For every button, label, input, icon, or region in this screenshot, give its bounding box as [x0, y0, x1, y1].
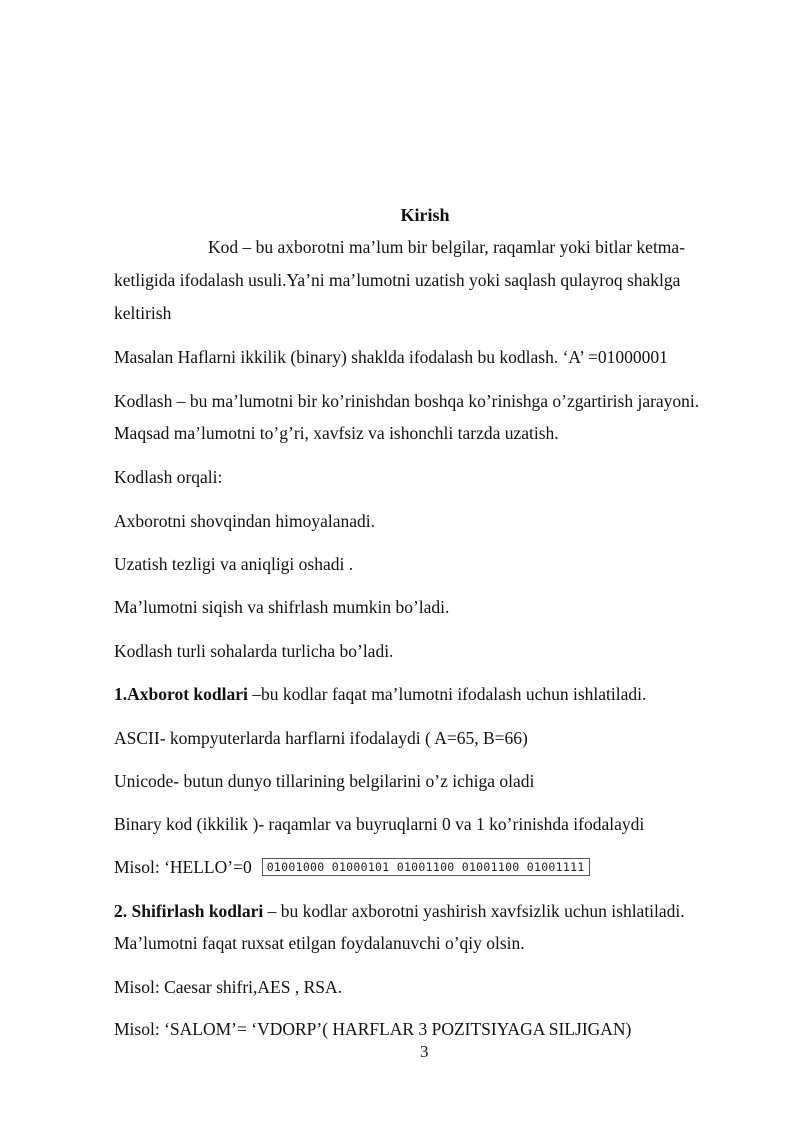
- section-2-line-2: Ma’lumotni faqat ruxsat etilgan foydalanuvchi o’qiy olsin.: [114, 933, 525, 953]
- fields-intro: Kodlash turli sohalarda turlicha bo’ladi.: [114, 641, 394, 661]
- code-item-ascii: ASCII- kompyuterlarda harflarni ifodalaydi ( A=65, B=66): [114, 728, 528, 748]
- benefit-item: Ma’lumotni siqish va shifrlash mumkin bo’ladi.: [114, 597, 450, 617]
- section-1-heading: Axborot kodlari: [127, 684, 248, 704]
- section-1-number: 1.: [114, 684, 128, 704]
- benefit-item: Uzatish tezligi va aniqligi oshadi .: [114, 554, 354, 574]
- section-1-text: –bu kodlar faqat ma’lumotni ifodalash uchun ishlatiladi.: [247, 684, 647, 704]
- section-1: [114, 683, 646, 705]
- misol-hello-label: Misol: ‘HELLO’=0: [114, 857, 252, 877]
- definition-line-1: Kodlash – bu ma’lumotni bir ko’rinishdan boshqa ko’rinishga o’zgartirish jarayoni.: [114, 391, 700, 411]
- section-2-text: – bu kodlar axborotni yashirish xavfsizlik uchun ishlatiladi.: [263, 901, 685, 921]
- intro-line-2: ketligida ifodalash usuli.Ya’ni ma’lumotni uzatish yoki saqlash qulayroq shaklga: [114, 270, 681, 290]
- section-2: [114, 900, 685, 922]
- benefit-item: Axborotni shovqindan himoyalanadi.: [114, 511, 376, 531]
- misol-hello: [114, 856, 590, 878]
- intro-line-3: keltirish: [114, 303, 172, 323]
- section-2-heading: 2. Shifirlash kodlari: [114, 901, 264, 921]
- misol-caesar: Misol: Caesar shifri,AES , RSA.: [114, 977, 342, 997]
- misol-salom: Misol: ‘SALOM’= ‘VDORP’( HARFLAR 3 POZITSIYAGA SILJIGAN): [114, 1019, 632, 1039]
- example-binary: Masalan Haflarni ikkilik (binary) shaklda ifodalash bu kodlash. ‘A’ =01000001: [114, 347, 668, 367]
- page-number: 3: [420, 1042, 429, 1061]
- code-item-binary: Binary kod (ikkilik )- raqamlar va buyruqlarni 0 va 1 ko’rinishda ifodalaydi: [114, 814, 645, 834]
- page-title: Kirish: [400, 205, 450, 225]
- code-item-unicode: Unicode- butun dunyo tillarining belgilarini o’z ichiga oladi: [114, 771, 535, 791]
- benefits-intro: Kodlash orqali:: [114, 467, 223, 487]
- definition-line-2: Maqsad ma’lumotni to’g’ri, xavfsiz va ishonchli tarzda uzatish.: [114, 423, 559, 443]
- intro-line-1: Kod – bu axborotni ma’lum bir belgilar, raqamlar yoki bitlar ketma-: [208, 237, 686, 257]
- binary-code-box: 01001000 01000101 01001100 01001100 01001111: [262, 858, 590, 876]
